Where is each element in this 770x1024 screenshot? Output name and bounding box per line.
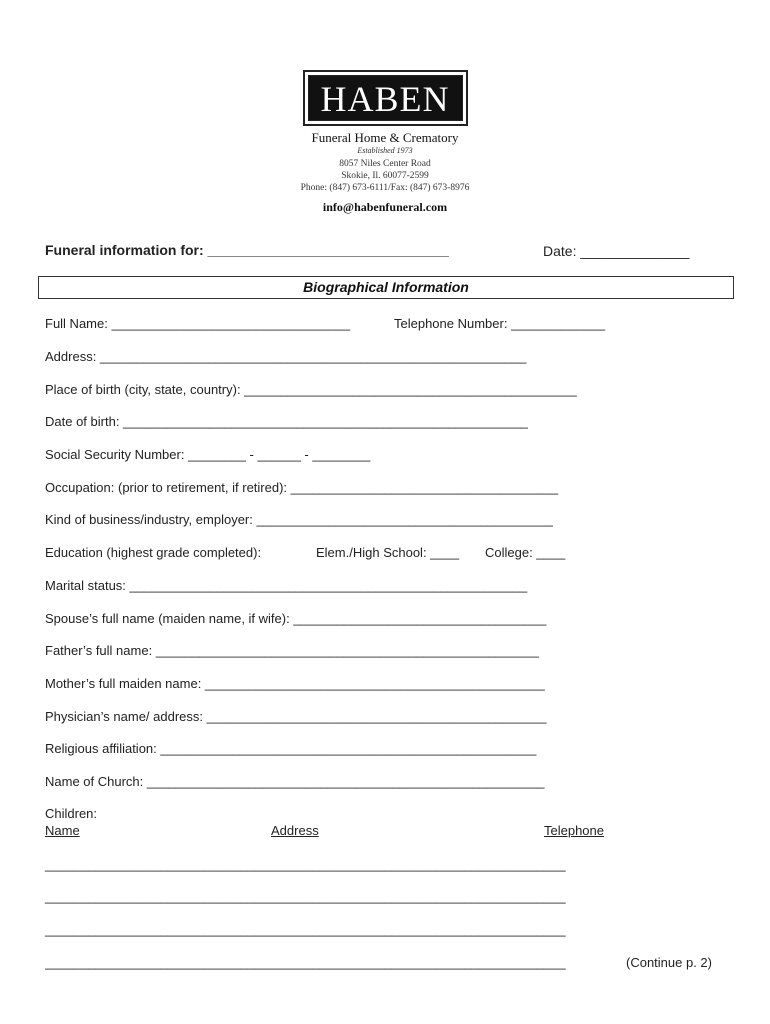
telephone-field[interactable]: Telephone Number: _____________ (394, 316, 606, 331)
marital-field[interactable]: Marital status: _______________________________________________________ (45, 578, 528, 593)
birth-date-field[interactable]: Date of birth: ________________________________________________________ (45, 414, 528, 429)
children-col-address: Address (271, 823, 319, 838)
full-name-field[interactable]: Full Name: _________________________________ (45, 316, 351, 331)
church-field[interactable]: Name of Church: _______________________________________________________ (45, 774, 545, 789)
mother-field[interactable]: Mother’s full maiden name: _______________________________________________ (45, 676, 545, 691)
spouse-field[interactable]: Spouse’s full name (maiden name, if wife): ___________________________________ (45, 611, 547, 626)
education-label: Education (highest grade completed): (45, 545, 262, 560)
established-line: Established 1973 (357, 146, 413, 155)
funeral-info-field[interactable]: Funeral information for: _______________________________ (45, 242, 449, 258)
father-field[interactable]: Father’s full name: _____________________________________________________ (45, 643, 539, 658)
logo (303, 70, 468, 126)
children-col-name: Name (45, 823, 80, 838)
college-field[interactable]: College: ____ (485, 545, 566, 560)
children-row-3[interactable]: ________________________________________________________________________ (45, 922, 566, 937)
elem-school-field[interactable]: Elem./High School: ____ (316, 545, 460, 560)
address-line-2: Skokie, Il. 60077-2599 (341, 171, 429, 181)
date-field[interactable]: Date: ______________ (543, 243, 690, 259)
section-header-box (38, 276, 734, 299)
occupation-field[interactable]: Occupation: (prior to retirement, if retired): _____________________________________ (45, 480, 559, 495)
birth-place-field[interactable]: Place of birth (city, state, country): ______________________________________________ (45, 382, 577, 397)
children-row-2[interactable]: ________________________________________________________________________ (45, 889, 566, 904)
logo-text: HABEN (308, 75, 463, 121)
phone-line: Phone: (847) 673-6111/Fax: (847) 673-8976 (300, 183, 470, 193)
children-row-4[interactable]: ________________________________________________________________________ (45, 955, 566, 970)
children-col-telephone: Telephone (544, 823, 604, 838)
section-title: Biographical Information (303, 279, 469, 295)
letterhead (0, 70, 770, 215)
address-field[interactable]: Address: ___________________________________________________________ (45, 349, 527, 364)
children-row-1[interactable]: ________________________________________________________________________ (45, 857, 566, 872)
email-address: info@habenfuneral.com (322, 200, 448, 214)
continue-note: (Continue p. 2) (626, 955, 712, 970)
children-label: Children: (45, 806, 98, 821)
business-subname: Funeral Home & Crematory (311, 130, 459, 145)
physician-field[interactable]: Physician’s name/ address: _______________________________________________ (45, 709, 547, 724)
address-line-1: 8057 Niles Center Road (339, 159, 431, 169)
ssn-field[interactable]: Social Security Number: ________ - ______ - ________ (45, 447, 371, 462)
religion-field[interactable]: Religious affiliation: ____________________________________________________ (45, 741, 537, 756)
business-field[interactable]: Kind of business/industry, employer: _________________________________________ (45, 512, 553, 527)
